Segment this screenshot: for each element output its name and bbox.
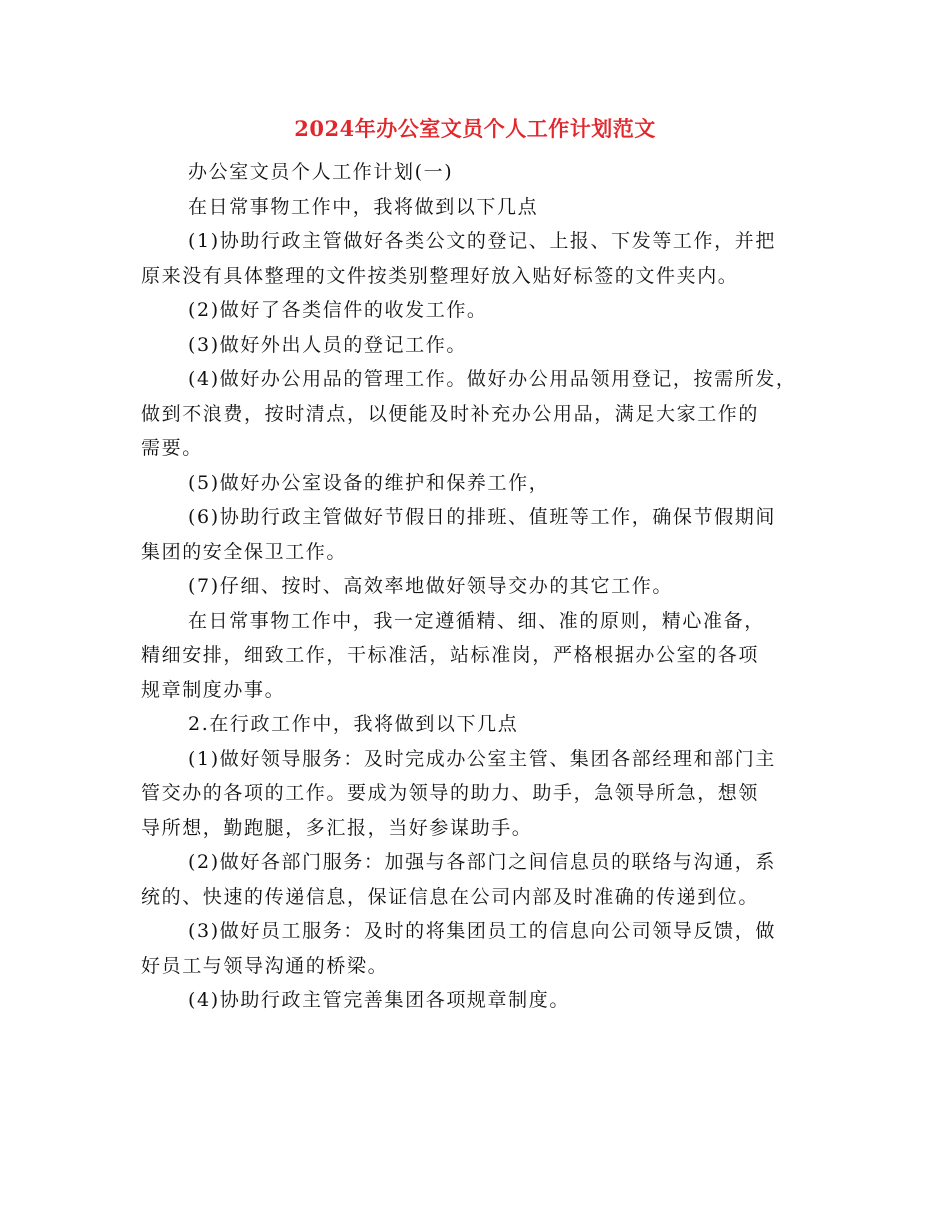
paragraph-line-indented: (3)做好员工服务：及时的将集团员工的信息向公司领导反馈，做 — [188, 920, 776, 942]
paragraph-line: 原来没有具体整理的文件按类别整理好放入贴好标签的文件夹内。 — [141, 264, 739, 287]
paragraph-line-indented: 在日常事物工作中，我将做到以下几点 — [188, 195, 539, 218]
paragraph-line-indented: (7)仔细、按时、高效率地做好领导交办的其它工作。 — [188, 575, 673, 597]
paragraph-line-indented: 在日常事物工作中，我一定遵循精、细、准的原则，精心准备， — [188, 609, 765, 632]
document-title: 2024年办公室文员个人工作计划范文 — [294, 116, 656, 141]
paragraph-line: 需要。 — [141, 437, 203, 459]
paragraph-line: 好员工与领导沟通的桥梁。 — [141, 954, 389, 977]
paragraph-line-indented: 2.在行政工作中，我将做到以下几点 — [188, 713, 519, 735]
paragraph-line: 精细安排，细致工作，干标准活，站标准岗，严格根据办公室的各项 — [141, 644, 760, 666]
paragraph-line: 规章制度办事。 — [141, 678, 286, 701]
paragraph-line-indented: (4)做好办公用品的管理工作。做好办公用品领用登记，按需所发， — [188, 368, 797, 390]
paragraph-line: 导所想，勤跑腿，多汇报，当好参谋助手。 — [141, 816, 533, 839]
paragraph-line-indented: (3)做好外出人员的登记工作。 — [188, 333, 467, 356]
paragraph-line-indented: (1)做好领导服务：及时完成办公室主管、集团各部经理和部门主 — [188, 747, 776, 770]
paragraph-line-indented: 办公室文员个人工作计划(一) — [188, 161, 454, 183]
paragraph-line-indented: (4)协助行政主管完善集团各项规章制度。 — [188, 989, 570, 1011]
paragraph-line-indented: (1)协助行政主管做好各类公文的登记、上报、下发等工作，并把 — [188, 230, 776, 252]
paragraph-line: 做到不浪费，按时清点，以便能及时补充办公用品，满足大家工作的 — [141, 402, 760, 425]
paragraph-line-indented: (2)做好各部门服务：加强与各部门之间信息员的联络与沟通，系 — [188, 851, 776, 873]
paragraph-line-indented: (6)协助行政主管做好节假日的排班、值班等工作，确保节假期间 — [188, 506, 776, 528]
paragraph-line: 管交办的各项的工作。要成为领导的助力、助手，急领导所急，想领 — [141, 782, 760, 804]
paragraph-line: 集团的安全保卫工作。 — [141, 540, 348, 563]
paragraph-line-indented: (2)做好了各类信件的收发工作。 — [188, 299, 488, 321]
paragraph-line-indented: (5)做好办公室设备的维护和保养工作， — [188, 471, 550, 494]
document-body — [141, 155, 831, 1018]
paragraph-line: 统的、快速的传递信息，保证信息在公司内部及时准确的传递到位。 — [141, 885, 760, 908]
